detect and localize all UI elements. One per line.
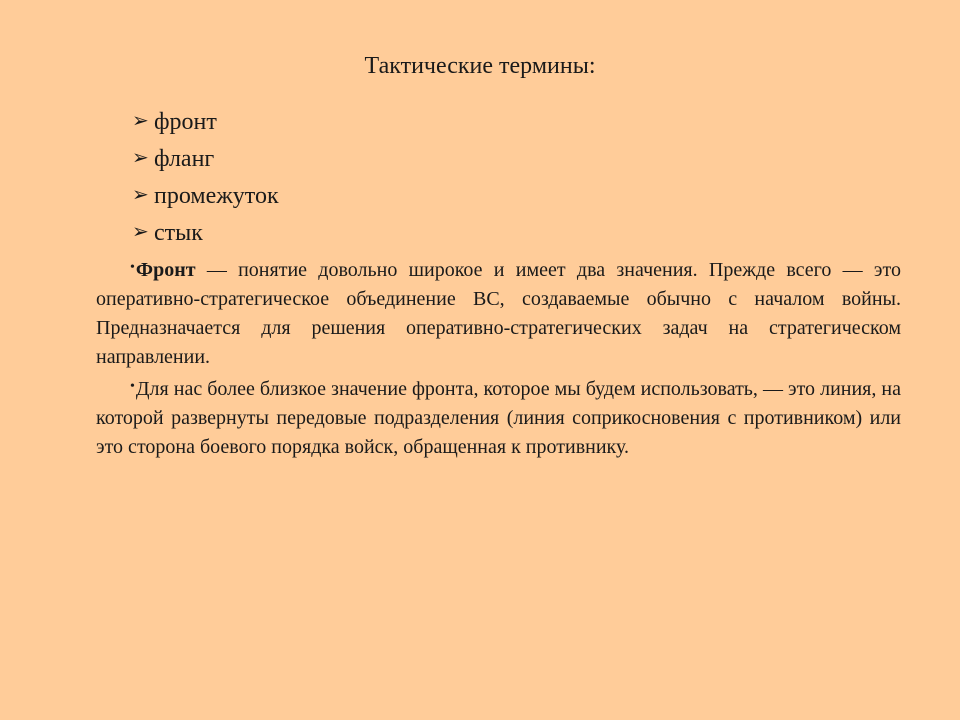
definition-paragraph-front [96, 253, 901, 372]
list-item [132, 178, 279, 215]
term-label: фронт [154, 109, 217, 135]
terms-list [132, 104, 279, 252]
dot-bullet-icon: • [130, 379, 135, 394]
arrow-bullet-icon: ➢ [132, 109, 149, 132]
term-label: промежуток [154, 183, 279, 209]
paragraph-text: Для нас более близкое значение фронта, которое мы будем использовать, — это линия, на которой развернуты передовые подразделения (линия соприкосновения с противником) или это сторона боевого порядка войск, обращенная к противнику. [96, 378, 901, 458]
arrow-bullet-icon: ➢ [132, 183, 149, 206]
arrow-bullet-icon: ➢ [132, 220, 149, 243]
term-label: фланг [154, 146, 215, 172]
term-label: стык [154, 220, 203, 246]
list-item [132, 104, 279, 141]
list-item [132, 215, 279, 252]
slide-title: Тактические термины: [364, 53, 596, 79]
dot-bullet-icon: • [130, 260, 135, 275]
bold-term: Фронт [135, 259, 196, 281]
definition-paragraph-line [96, 372, 901, 462]
paragraph-text: — понятие довольно широкое и имеет два значения. Прежде всего — это оперативно-стратегическое объединение ВС, создаваемые обычно с началом войны. Предназначается для решения оперативно-стратегических задач на стратегическом направлении. [96, 259, 901, 368]
list-item [132, 141, 279, 178]
arrow-bullet-icon: ➢ [132, 146, 149, 169]
